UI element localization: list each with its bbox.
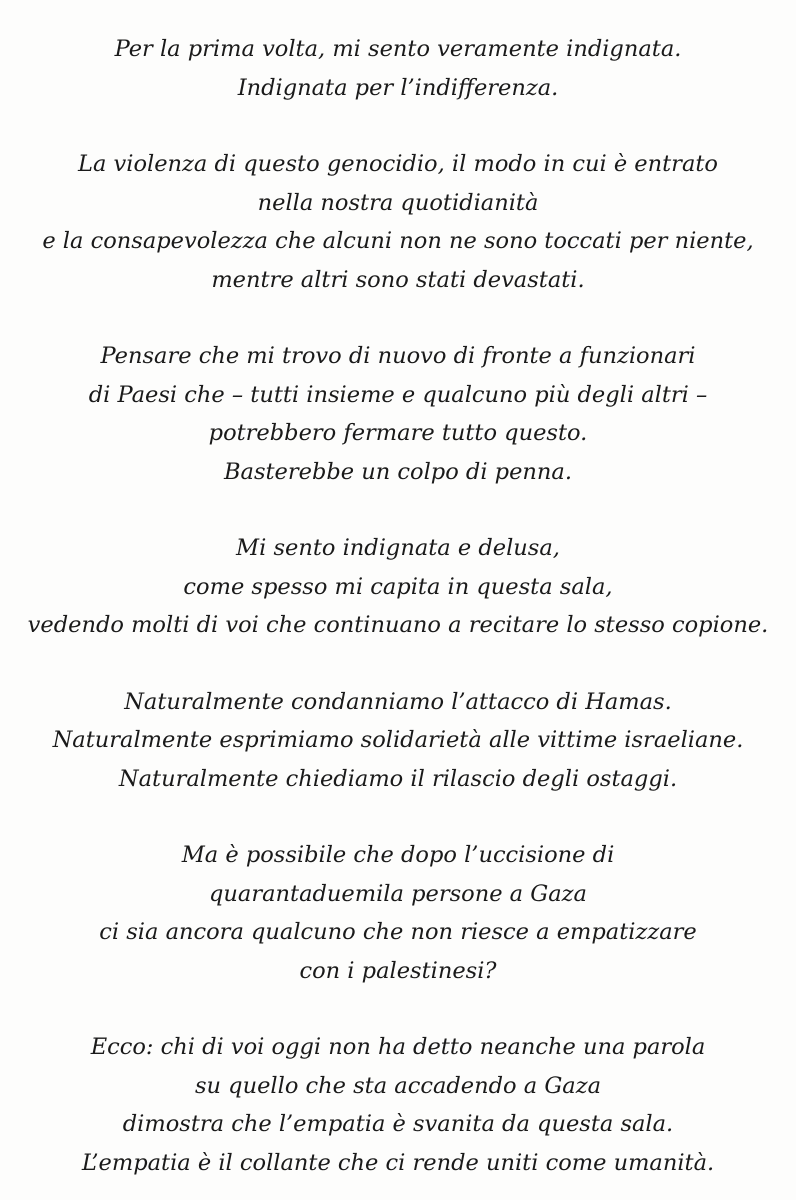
- text-line: Naturalmente chiediamo il rilascio degli ostaggi.: [118, 765, 678, 792]
- text-line: e la consapevolezza che alcuni non ne sono toccati per niente,: [42, 228, 754, 254]
- text-line: Ecco: chi di voi oggi non ha detto neanche una parola: [90, 1034, 706, 1060]
- text-line: La violenza di questo genocidio, il modo in cui è entrato: [78, 151, 718, 177]
- stanza-7: [0, 1028, 796, 1182]
- text-line: Ma è possibile che dopo l’uccisione di: [181, 842, 615, 868]
- text-line: quarantaduemila persone a Gaza: [209, 880, 587, 907]
- speech-text: [0, 30, 796, 1182]
- stanza-3: [0, 337, 796, 491]
- text-line: L’empatia è il collante che ci rende uniti come umanità.: [81, 1149, 715, 1176]
- stanza-6: [0, 836, 796, 990]
- stanza-5: [0, 683, 796, 799]
- text-line: di Paesi che – tutti insieme e qualcuno più degli altri –: [88, 381, 708, 408]
- text-line: Naturalmente esprimiamo solidarietà alle vittime israeliane.: [52, 727, 744, 753]
- text-line: Pensare che mi trovo di nuovo di fronte a funzionari: [100, 343, 696, 369]
- text-line: vedendo molti di voi che continuano a recitare lo stesso copione.: [27, 612, 769, 638]
- text-line: Per la prima volta, mi sento veramente indignata.: [114, 36, 682, 62]
- text-line: ci sia ancora qualcuno che non riesce a empatizzare: [99, 919, 697, 945]
- text-line: potrebbero fermare tutto questo.: [208, 420, 588, 446]
- text-line: Naturalmente condanniamo l’attacco di Hamas.: [124, 688, 672, 715]
- text-line: Basterebbe un colpo di penna.: [223, 458, 573, 485]
- stanza-4: [0, 529, 796, 645]
- text-line: mentre altri sono stati devastati.: [211, 266, 585, 293]
- text-line: con i palestinesi?: [299, 957, 497, 984]
- text-line: su quello che sta accadendo a Gaza: [194, 1072, 602, 1099]
- text-line: come spesso mi capita in questa sala,: [183, 573, 613, 600]
- text-line: Indignata per l’indifferenza.: [237, 74, 559, 101]
- text-line: nella nostra quotidianità: [257, 189, 539, 216]
- stanza-2: [0, 145, 796, 299]
- text-line: dimostra che l’empatia è svanita da questa sala.: [122, 1111, 674, 1137]
- text-line: Mi sento indignata e delusa,: [236, 535, 560, 561]
- stanza-1: [0, 30, 796, 107]
